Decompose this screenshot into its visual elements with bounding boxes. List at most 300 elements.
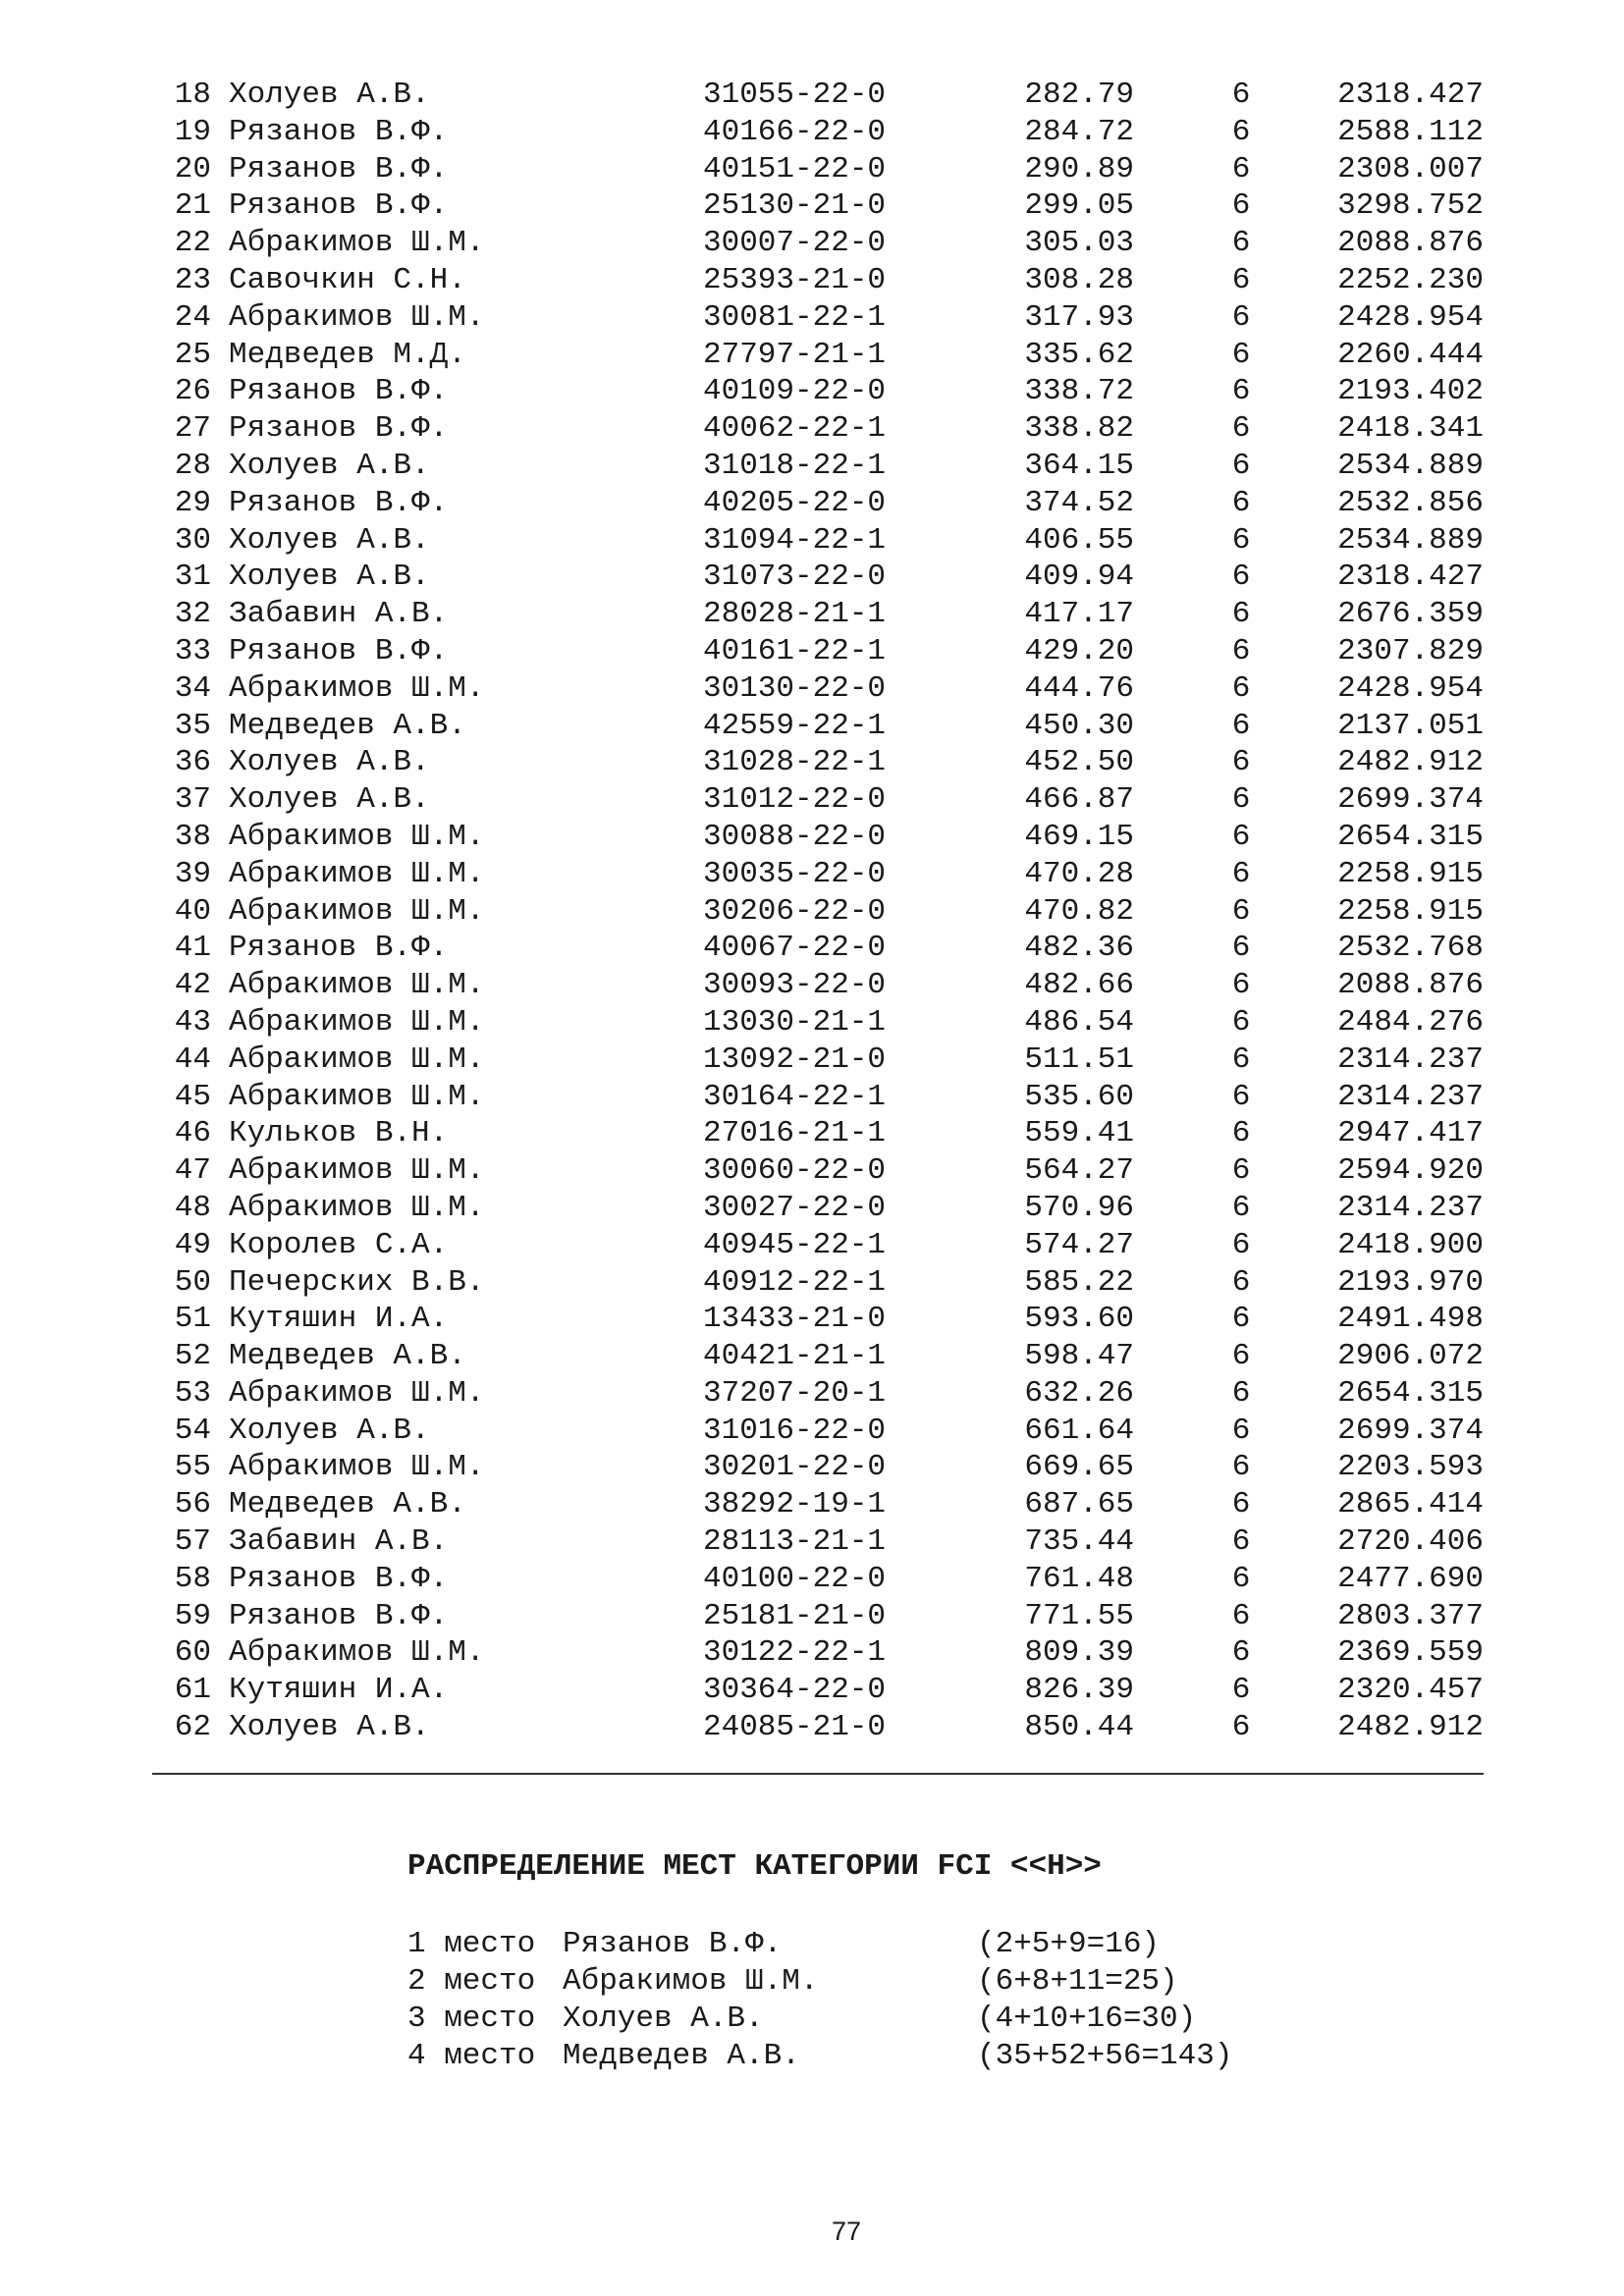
entry-id: 25181-21-0 bbox=[703, 1598, 887, 1633]
entry-id: 28028-21-1 bbox=[703, 597, 887, 632]
table-row bbox=[0, 77, 1624, 114]
runs-count: 6 bbox=[1231, 1635, 1251, 1671]
points: 2676.359 bbox=[1337, 597, 1484, 632]
points: 3298.752 bbox=[1337, 188, 1484, 224]
handler-name: Абракимов Ш.М. bbox=[229, 670, 485, 706]
score: 444.76 bbox=[1024, 670, 1134, 706]
handler-name: Рязанов В.Ф. bbox=[229, 931, 449, 966]
row-number: 22 bbox=[174, 226, 211, 261]
table-row bbox=[0, 337, 1624, 374]
runs-count: 6 bbox=[1231, 485, 1251, 520]
score: 335.62 bbox=[1024, 337, 1134, 372]
score: 282.79 bbox=[1024, 78, 1134, 112]
handler-name: Рязанов В.Ф. bbox=[229, 188, 449, 224]
runs-count: 6 bbox=[1231, 1004, 1251, 1040]
score: 429.20 bbox=[1024, 633, 1134, 668]
entry-id: 40912-22-1 bbox=[703, 1264, 887, 1300]
table-row bbox=[0, 633, 1624, 670]
row-number: 37 bbox=[174, 782, 211, 818]
score: 338.82 bbox=[1024, 411, 1134, 447]
entry-id: 13433-21-0 bbox=[703, 1302, 887, 1337]
place-name: Холуев А.В. bbox=[563, 2002, 764, 2036]
handler-name: Холуев А.В. bbox=[229, 78, 430, 112]
entry-id: 30060-22-0 bbox=[703, 1153, 887, 1189]
points: 2314.237 bbox=[1337, 1079, 1484, 1114]
entry-id: 27016-21-1 bbox=[703, 1116, 887, 1151]
score: 417.17 bbox=[1024, 597, 1134, 632]
points: 2137.051 bbox=[1337, 708, 1484, 743]
row-number: 47 bbox=[174, 1153, 211, 1189]
row-number: 51 bbox=[174, 1302, 211, 1337]
row-number: 48 bbox=[174, 1190, 211, 1225]
list-item bbox=[407, 1963, 1291, 2001]
table-row bbox=[0, 373, 1624, 410]
handler-name: Рязанов В.Ф. bbox=[229, 411, 449, 447]
points: 2258.915 bbox=[1337, 856, 1484, 891]
entry-id: 40100-22-0 bbox=[703, 1561, 887, 1596]
entry-id: 40421-21-1 bbox=[703, 1339, 887, 1374]
runs-count: 6 bbox=[1231, 522, 1251, 558]
entry-id: 31018-22-1 bbox=[703, 448, 887, 483]
row-number: 32 bbox=[174, 597, 211, 632]
row-number: 40 bbox=[174, 893, 211, 929]
place-calculation: (6+8+11=25) bbox=[977, 1964, 1178, 1999]
points: 2654.315 bbox=[1337, 1375, 1484, 1411]
points: 2803.377 bbox=[1337, 1598, 1484, 1633]
handler-name: Холуев А.В. bbox=[229, 448, 430, 483]
points: 2477.690 bbox=[1337, 1561, 1484, 1596]
table-row bbox=[0, 1523, 1624, 1561]
entry-id: 13030-21-1 bbox=[703, 1004, 887, 1040]
runs-count: 6 bbox=[1231, 1116, 1251, 1151]
handler-name: Абракимов Ш.М. bbox=[229, 1450, 485, 1485]
entry-id: 40151-22-0 bbox=[703, 151, 887, 187]
row-number: 46 bbox=[174, 1116, 211, 1151]
entry-id: 31094-22-1 bbox=[703, 522, 887, 558]
handler-name: Холуев А.В. bbox=[229, 745, 430, 780]
entry-id: 27797-21-1 bbox=[703, 337, 887, 372]
runs-count: 6 bbox=[1231, 633, 1251, 668]
runs-count: 6 bbox=[1231, 560, 1251, 595]
runs-count: 6 bbox=[1231, 745, 1251, 780]
runs-count: 6 bbox=[1231, 1375, 1251, 1411]
score: 850.44 bbox=[1024, 1710, 1134, 1745]
score: 669.65 bbox=[1024, 1450, 1134, 1485]
runs-count: 6 bbox=[1231, 226, 1251, 261]
results-table bbox=[0, 77, 1624, 1746]
runs-count: 6 bbox=[1231, 893, 1251, 929]
runs-count: 6 bbox=[1231, 1413, 1251, 1448]
table-row bbox=[0, 485, 1624, 522]
handler-name: Абракимов Ш.М. bbox=[229, 1004, 485, 1040]
entry-id: 38292-19-1 bbox=[703, 1487, 887, 1522]
score: 598.47 bbox=[1024, 1339, 1134, 1374]
row-number: 31 bbox=[174, 560, 211, 595]
entry-id: 40945-22-1 bbox=[703, 1227, 887, 1262]
row-number: 60 bbox=[174, 1635, 211, 1671]
score: 452.50 bbox=[1024, 745, 1134, 780]
row-number: 39 bbox=[174, 856, 211, 891]
place-name: Абракимов Ш.М. bbox=[563, 1964, 819, 1999]
table-row bbox=[0, 448, 1624, 485]
table-row bbox=[0, 1449, 1624, 1486]
table-row bbox=[0, 708, 1624, 745]
table-row bbox=[0, 225, 1624, 262]
runs-count: 6 bbox=[1231, 1524, 1251, 1560]
row-number: 33 bbox=[174, 633, 211, 668]
score: 469.15 bbox=[1024, 819, 1134, 854]
handler-name: Рязанов В.Ф. bbox=[229, 1561, 449, 1596]
place-label: 3 место bbox=[407, 2002, 536, 2036]
points: 2258.915 bbox=[1337, 893, 1484, 929]
runs-count: 6 bbox=[1231, 968, 1251, 1003]
handler-name: Абракимов Ш.М. bbox=[229, 226, 485, 261]
handler-name: Медведев М.Д. bbox=[229, 337, 466, 372]
table-row bbox=[0, 1041, 1624, 1079]
runs-count: 6 bbox=[1231, 411, 1251, 447]
row-number: 36 bbox=[174, 745, 211, 780]
score: 559.41 bbox=[1024, 1116, 1134, 1151]
row-number: 19 bbox=[174, 114, 211, 149]
score: 374.52 bbox=[1024, 485, 1134, 520]
table-row bbox=[0, 410, 1624, 448]
handler-name: Абракимов Ш.М. bbox=[229, 1635, 485, 1671]
runs-count: 6 bbox=[1231, 1302, 1251, 1337]
row-number: 54 bbox=[174, 1413, 211, 1448]
handler-name: Савочкин С.Н. bbox=[229, 262, 466, 297]
entry-id: 30027-22-0 bbox=[703, 1190, 887, 1225]
points: 2193.402 bbox=[1337, 374, 1484, 409]
entry-id: 40109-22-0 bbox=[703, 374, 887, 409]
points: 2308.007 bbox=[1337, 151, 1484, 187]
score: 771.55 bbox=[1024, 1598, 1134, 1633]
score: 364.15 bbox=[1024, 448, 1134, 483]
place-label: 2 место bbox=[407, 1964, 536, 1999]
runs-count: 6 bbox=[1231, 1561, 1251, 1596]
points: 2260.444 bbox=[1337, 337, 1484, 372]
points: 2482.912 bbox=[1337, 745, 1484, 780]
runs-count: 6 bbox=[1231, 374, 1251, 409]
points: 2699.374 bbox=[1337, 782, 1484, 818]
entry-id: 40067-22-0 bbox=[703, 931, 887, 966]
list-item bbox=[407, 2001, 1291, 2038]
table-row bbox=[0, 299, 1624, 337]
table-row bbox=[0, 1375, 1624, 1413]
score: 338.72 bbox=[1024, 374, 1134, 409]
list-item bbox=[407, 2038, 1291, 2075]
score: 466.87 bbox=[1024, 782, 1134, 818]
row-number: 61 bbox=[174, 1673, 211, 1708]
table-row bbox=[0, 744, 1624, 781]
handler-name: Рязанов В.Ф. bbox=[229, 1598, 449, 1633]
points: 2865.414 bbox=[1337, 1487, 1484, 1522]
table-row bbox=[0, 1709, 1624, 1746]
section-divider bbox=[152, 1773, 1484, 1775]
handler-name: Рязанов В.Ф. bbox=[229, 374, 449, 409]
score: 735.44 bbox=[1024, 1524, 1134, 1560]
entry-id: 25393-21-0 bbox=[703, 262, 887, 297]
distribution-title: РАСПРЕДЕЛЕНИЕ МЕСТ КАТЕГОРИИ FCI <<H>> bbox=[407, 1849, 1102, 1884]
list-item bbox=[407, 1926, 1291, 1963]
row-number: 53 bbox=[174, 1375, 211, 1411]
points: 2318.427 bbox=[1337, 78, 1484, 112]
runs-count: 6 bbox=[1231, 1487, 1251, 1522]
handler-name: Медведев А.В. bbox=[229, 1339, 466, 1374]
score: 284.72 bbox=[1024, 114, 1134, 149]
handler-name: Холуев А.В. bbox=[229, 1413, 430, 1448]
handler-name: Холуев А.В. bbox=[229, 1710, 430, 1745]
row-number: 25 bbox=[174, 337, 211, 372]
place-calculation: (4+10+16=30) bbox=[977, 2002, 1197, 2036]
entry-id: 30201-22-0 bbox=[703, 1450, 887, 1485]
row-number: 56 bbox=[174, 1487, 211, 1522]
row-number: 28 bbox=[174, 448, 211, 483]
row-number: 43 bbox=[174, 1004, 211, 1040]
table-row bbox=[0, 1598, 1624, 1635]
entry-id: 40062-22-1 bbox=[703, 411, 887, 447]
score: 470.28 bbox=[1024, 856, 1134, 891]
score: 574.27 bbox=[1024, 1227, 1134, 1262]
table-row bbox=[0, 967, 1624, 1004]
row-number: 24 bbox=[174, 299, 211, 335]
score: 470.82 bbox=[1024, 893, 1134, 929]
points: 2534.889 bbox=[1337, 522, 1484, 558]
place-label: 4 место bbox=[407, 2039, 536, 2073]
entry-id: 31055-22-0 bbox=[703, 78, 887, 112]
points: 2320.457 bbox=[1337, 1673, 1484, 1708]
table-row bbox=[0, 151, 1624, 188]
table-row bbox=[0, 1413, 1624, 1450]
row-number: 45 bbox=[174, 1079, 211, 1114]
score: 661.64 bbox=[1024, 1413, 1134, 1448]
table-row bbox=[0, 114, 1624, 151]
runs-count: 6 bbox=[1231, 1041, 1251, 1077]
entry-id: 40166-22-0 bbox=[703, 114, 887, 149]
handler-name: Абракимов Ш.М. bbox=[229, 299, 485, 335]
score: 593.60 bbox=[1024, 1302, 1134, 1337]
table-row bbox=[0, 596, 1624, 633]
points: 2428.954 bbox=[1337, 670, 1484, 706]
entry-id: 28113-21-1 bbox=[703, 1524, 887, 1560]
row-number: 20 bbox=[174, 151, 211, 187]
table-row bbox=[0, 1079, 1624, 1116]
handler-name: Абракимов Ш.М. bbox=[229, 856, 485, 891]
places-list bbox=[407, 1926, 1291, 2075]
table-row bbox=[0, 1301, 1624, 1338]
row-number: 38 bbox=[174, 819, 211, 854]
points: 2418.900 bbox=[1337, 1227, 1484, 1262]
runs-count: 6 bbox=[1231, 114, 1251, 149]
row-number: 23 bbox=[174, 262, 211, 297]
row-number: 26 bbox=[174, 374, 211, 409]
handler-name: Печерских В.В. bbox=[229, 1264, 485, 1300]
table-row bbox=[0, 1190, 1624, 1227]
runs-count: 6 bbox=[1231, 1450, 1251, 1485]
points: 2906.072 bbox=[1337, 1339, 1484, 1374]
table-row bbox=[0, 1227, 1624, 1264]
entry-id: 31028-22-1 bbox=[703, 745, 887, 780]
table-row bbox=[0, 856, 1624, 893]
handler-name: Абракимов Ш.М. bbox=[229, 1041, 485, 1077]
table-row bbox=[0, 930, 1624, 967]
row-number: 62 bbox=[174, 1710, 211, 1745]
entry-id: 31016-22-0 bbox=[703, 1413, 887, 1448]
entry-id: 30364-22-0 bbox=[703, 1673, 887, 1708]
points: 2720.406 bbox=[1337, 1524, 1484, 1560]
entry-id: 13092-21-0 bbox=[703, 1041, 887, 1077]
points: 2193.970 bbox=[1337, 1264, 1484, 1300]
score: 482.66 bbox=[1024, 968, 1134, 1003]
table-row bbox=[0, 1672, 1624, 1709]
row-number: 44 bbox=[174, 1041, 211, 1077]
handler-name: Холуев А.В. bbox=[229, 782, 430, 818]
table-row bbox=[0, 1486, 1624, 1523]
handler-name: Кутяшин И.А. bbox=[229, 1673, 449, 1708]
points: 2491.498 bbox=[1337, 1302, 1484, 1337]
table-row bbox=[0, 559, 1624, 596]
entry-id: 30093-22-0 bbox=[703, 968, 887, 1003]
entry-id: 30035-22-0 bbox=[703, 856, 887, 891]
handler-name: Медведев А.В. bbox=[229, 1487, 466, 1522]
runs-count: 6 bbox=[1231, 188, 1251, 224]
handler-name: Абракимов Ш.М. bbox=[229, 893, 485, 929]
handler-name: Кульков В.Н. bbox=[229, 1116, 449, 1151]
score: 761.48 bbox=[1024, 1561, 1134, 1596]
score: 482.36 bbox=[1024, 931, 1134, 966]
handler-name: Абракимов Ш.М. bbox=[229, 1375, 485, 1411]
entry-id: 40161-22-1 bbox=[703, 633, 887, 668]
runs-count: 6 bbox=[1231, 337, 1251, 372]
table-row bbox=[0, 1264, 1624, 1302]
points: 2369.559 bbox=[1337, 1635, 1484, 1671]
points: 2947.417 bbox=[1337, 1116, 1484, 1151]
table-row bbox=[0, 1338, 1624, 1375]
points: 2203.593 bbox=[1337, 1450, 1484, 1485]
points: 2699.374 bbox=[1337, 1413, 1484, 1448]
score: 317.93 bbox=[1024, 299, 1134, 335]
entry-id: 30164-22-1 bbox=[703, 1079, 887, 1114]
points: 2428.954 bbox=[1337, 299, 1484, 335]
handler-name: Забавин А.В. bbox=[229, 597, 449, 632]
handler-name: Медведев А.В. bbox=[229, 708, 466, 743]
points: 2418.341 bbox=[1337, 411, 1484, 447]
entry-id: 30206-22-0 bbox=[703, 893, 887, 929]
row-number: 41 bbox=[174, 931, 211, 966]
handler-name: Абракимов Ш.М. bbox=[229, 968, 485, 1003]
row-number: 27 bbox=[174, 411, 211, 447]
score: 450.30 bbox=[1024, 708, 1134, 743]
table-row bbox=[0, 1561, 1624, 1598]
runs-count: 6 bbox=[1231, 670, 1251, 706]
score: 290.89 bbox=[1024, 151, 1134, 187]
points: 2484.276 bbox=[1337, 1004, 1484, 1040]
entry-id: 25130-21-0 bbox=[703, 188, 887, 224]
points: 2314.237 bbox=[1337, 1190, 1484, 1225]
table-row bbox=[0, 522, 1624, 560]
handler-name: Забавин А.В. bbox=[229, 1524, 449, 1560]
handler-name: Абракимов Ш.М. bbox=[229, 1153, 485, 1189]
row-number: 59 bbox=[174, 1598, 211, 1633]
runs-count: 6 bbox=[1231, 448, 1251, 483]
entry-id: 30130-22-0 bbox=[703, 670, 887, 706]
handler-name: Рязанов В.Ф. bbox=[229, 151, 449, 187]
table-row bbox=[0, 819, 1624, 856]
points: 2307.829 bbox=[1337, 633, 1484, 668]
row-number: 29 bbox=[174, 485, 211, 520]
score: 564.27 bbox=[1024, 1153, 1134, 1189]
runs-count: 6 bbox=[1231, 1339, 1251, 1374]
handler-name: Рязанов В.Ф. bbox=[229, 114, 449, 149]
runs-count: 6 bbox=[1231, 262, 1251, 297]
runs-count: 6 bbox=[1231, 856, 1251, 891]
runs-count: 6 bbox=[1231, 708, 1251, 743]
score: 511.51 bbox=[1024, 1041, 1134, 1077]
runs-count: 6 bbox=[1231, 151, 1251, 187]
score: 632.26 bbox=[1024, 1375, 1134, 1411]
entry-id: 30081-22-1 bbox=[703, 299, 887, 335]
runs-count: 6 bbox=[1231, 931, 1251, 966]
score: 826.39 bbox=[1024, 1673, 1134, 1708]
table-row bbox=[0, 262, 1624, 299]
table-row bbox=[0, 187, 1624, 225]
table-row bbox=[0, 781, 1624, 819]
runs-count: 6 bbox=[1231, 1710, 1251, 1745]
points: 2318.427 bbox=[1337, 560, 1484, 595]
handler-name: Абракимов Ш.М. bbox=[229, 1079, 485, 1114]
runs-count: 6 bbox=[1231, 782, 1251, 818]
row-number: 35 bbox=[174, 708, 211, 743]
handler-name: Кутяшин И.А. bbox=[229, 1302, 449, 1337]
score: 570.96 bbox=[1024, 1190, 1134, 1225]
table-row bbox=[0, 893, 1624, 931]
score: 585.22 bbox=[1024, 1264, 1134, 1300]
table-row bbox=[0, 1152, 1624, 1190]
runs-count: 6 bbox=[1231, 1673, 1251, 1708]
row-number: 21 bbox=[174, 188, 211, 224]
runs-count: 6 bbox=[1231, 1264, 1251, 1300]
place-name: Медведев А.В. bbox=[563, 2039, 800, 2073]
points: 2532.768 bbox=[1337, 931, 1484, 966]
row-number: 58 bbox=[174, 1561, 211, 1596]
runs-count: 6 bbox=[1231, 1190, 1251, 1225]
score: 486.54 bbox=[1024, 1004, 1134, 1040]
score: 535.60 bbox=[1024, 1079, 1134, 1114]
page-number: 77 bbox=[831, 2216, 862, 2246]
points: 2654.315 bbox=[1337, 819, 1484, 854]
runs-count: 6 bbox=[1231, 299, 1251, 335]
runs-count: 6 bbox=[1231, 1227, 1251, 1262]
score: 687.65 bbox=[1024, 1487, 1134, 1522]
score: 308.28 bbox=[1024, 262, 1134, 297]
row-number: 52 bbox=[174, 1339, 211, 1374]
table-row bbox=[0, 670, 1624, 708]
handler-name: Абракимов Ш.М. bbox=[229, 819, 485, 854]
score: 809.39 bbox=[1024, 1635, 1134, 1671]
place-calculation: (2+5+9=16) bbox=[977, 1927, 1161, 1961]
score: 305.03 bbox=[1024, 226, 1134, 261]
place-calculation: (35+52+56=143) bbox=[977, 2039, 1233, 2073]
points: 2482.912 bbox=[1337, 1710, 1484, 1745]
runs-count: 6 bbox=[1231, 597, 1251, 632]
entry-id: 30007-22-0 bbox=[703, 226, 887, 261]
runs-count: 6 bbox=[1231, 1079, 1251, 1114]
runs-count: 6 bbox=[1231, 78, 1251, 112]
score: 406.55 bbox=[1024, 522, 1134, 558]
table-row bbox=[0, 1004, 1624, 1041]
runs-count: 6 bbox=[1231, 819, 1251, 854]
handler-name: Рязанов В.Ф. bbox=[229, 633, 449, 668]
table-row bbox=[0, 1115, 1624, 1152]
